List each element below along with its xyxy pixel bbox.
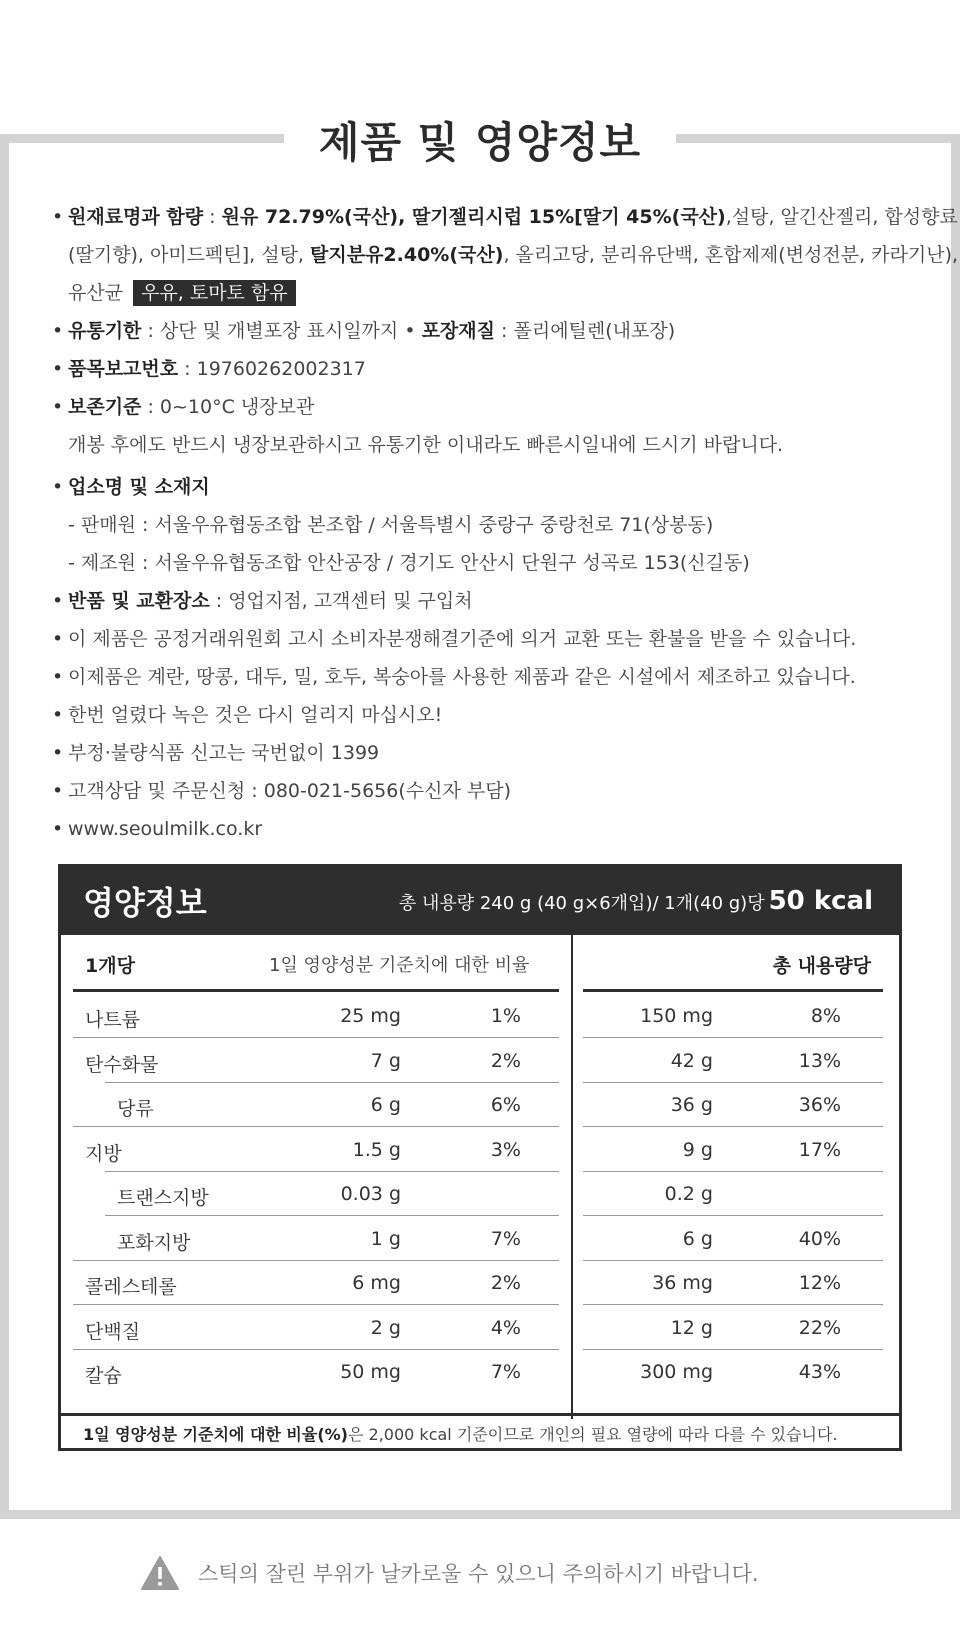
total-amount: 9 g: [682, 1138, 713, 1161]
storage-value: : 0~10°C 냉장보관: [141, 396, 315, 418]
per-unit-percent: 6%: [490, 1094, 521, 1116]
ingredients-row-3: [52, 274, 922, 312]
per-unit-amount: 7 g: [370, 1049, 401, 1072]
company-row: [52, 468, 922, 506]
total-percent: 40%: [798, 1227, 841, 1250]
ing2-segment-0: (딸기향), 아미드펙틴], 설탕,: [68, 244, 311, 266]
report-number-row: [52, 350, 922, 388]
total-amount: 6 g: [682, 1227, 713, 1250]
total-percent: 17%: [798, 1138, 841, 1161]
per-unit-amount: 0.03 g: [340, 1183, 401, 1205]
return-row: [52, 582, 922, 620]
package-value: : 폴리에틸렌(내포장): [495, 320, 676, 342]
nutrient-name: 지방: [85, 1142, 122, 1165]
nutrition-body: [61, 935, 899, 1419]
total-amount: 150 mg: [640, 1005, 713, 1027]
per-unit-percent: 7%: [490, 1227, 521, 1250]
total-amount: 42 g: [670, 1049, 713, 1072]
col-per-unit: 1개당: [85, 955, 135, 977]
report-label: 품목보고번호: [68, 358, 179, 380]
report-value: : 19760262002317: [178, 358, 366, 380]
allergen-badge: 우유, 토마토 함유: [133, 280, 296, 306]
nutrition-footnote: 1일 영양성분 기준치에 대한 비율(%)은 2,000 kcal 기준이므로 개인의 필요 열량에 따라 다를 수 있습니다.: [61, 1413, 899, 1448]
per-unit-percent: 1%: [490, 1005, 521, 1027]
storage-row: [52, 388, 922, 426]
ingredients-line3: 유산균: [68, 282, 124, 304]
shelf-label: 유통기한: [68, 320, 142, 342]
notice-report: • 부정·불량식품 신고는 국번없이 1399: [52, 734, 922, 772]
ingredients-row: • 원재료명과 함량 : 원유 72.79%(국산), 딸기젤리시럽 15%[딸기 45%(국산),설탕, 알긴산젤리, 합성향료: [52, 198, 922, 236]
nutrient-row: [61, 1348, 899, 1394]
contact-row: • 고객상담 및 주문신청 : 080-021-5656(수신자 부담): [52, 772, 922, 810]
nutrient-row: [61, 1304, 899, 1350]
kcal-value: 50 kcal: [768, 886, 873, 916]
nutrient-row: [61, 1037, 899, 1083]
total-percent: 22%: [798, 1316, 841, 1339]
per-unit-amount: 1 g: [370, 1227, 401, 1250]
per-unit-amount: 1.5 g: [352, 1138, 401, 1161]
seller-info: - 판매원 : 서울우유협동조합 본조합 / 서울특별시 중랑구 중랑천로 71(상봉동): [68, 514, 714, 536]
nutrient-name: 칼슘: [85, 1365, 122, 1387]
ingredients-label: 원재료명과 함량: [68, 206, 204, 228]
total-amount: 36 mg: [652, 1272, 713, 1294]
nutrition-header: [61, 867, 899, 935]
warning-text: 스틱의 잘린 부위가 날카로울 수 있으니 주의하시기 바랍니다.: [198, 1562, 759, 1586]
total-percent: 8%: [810, 1005, 841, 1027]
per-unit-amount: 2 g: [370, 1316, 401, 1339]
nutrient-name: 탄수화물: [85, 1053, 159, 1076]
page-title: 제품 및 영양정보: [318, 118, 642, 167]
per-unit-percent: 7%: [490, 1361, 521, 1383]
nutrient-row: [61, 1215, 899, 1261]
total-amount: 0.2 g: [664, 1183, 713, 1205]
per-unit-amount: 6 mg: [352, 1272, 401, 1294]
nutrient-name: 트랜스지방: [117, 1187, 209, 1209]
ing2-segment-2: , 올리고당, 분리유단백, 혼합제제(변성전분, 카라기난),: [503, 244, 959, 266]
product-info: [52, 198, 959, 848]
total-percent: 13%: [798, 1049, 841, 1072]
shelf-value: : 상단 및 개별포장 표시일까지: [141, 320, 399, 342]
nutrition-summary: 총 내용량 240 g (40 g×6개입)/ 1개(40 g)당 50 kcal: [398, 886, 873, 916]
col-total: 총 내용량당: [772, 955, 871, 977]
notice-allergen-facility: • 이제품은 계란, 땅콩, 대두, 밀, 호두, 복숭아를 사용한 제품과 같은 시설에서 제조하고 있습니다.: [52, 658, 922, 696]
per-unit-amount: 25 mg: [340, 1005, 401, 1027]
notice-refreeze: • 한번 얼렸다 녹은 것은 다시 얼리지 마십시오!: [52, 696, 922, 734]
company-label: 업소명 및 소재지: [68, 476, 210, 498]
shelf-life-row: • 유통기한 : 상단 및 개별포장 표시일까지 • 포장재질 : 폴리에틸렌(내포장): [52, 312, 922, 350]
ing2-segment-1: 탈지분유2.40%(국산): [310, 244, 504, 266]
nutrition-table: [58, 864, 902, 1451]
total-amount: 36 g: [670, 1094, 713, 1116]
ingredients-line1: [222, 206, 958, 228]
nutrient-name: 포화지방: [117, 1231, 191, 1254]
total-percent: 36%: [798, 1094, 841, 1116]
package-label: 포장재질: [421, 320, 495, 342]
total-percent: 43%: [798, 1361, 841, 1383]
nutrient-name: 단백질: [85, 1320, 141, 1343]
nutrient-name: 콜레스테롤: [85, 1276, 177, 1298]
nutrient-row: [61, 992, 899, 1038]
ing1-segment-1: ,설탕, 알긴산젤리, 합성향료: [725, 206, 958, 228]
warning-triangle-icon: [140, 1555, 180, 1591]
ing1-segment-0: 원유 72.79%(국산), 딸기젤리시럽 15%[딸기 45%(국산): [221, 206, 726, 228]
warning-notice: [140, 1553, 759, 1593]
frame-top-right-border: [676, 134, 960, 143]
per-unit-percent: 2%: [490, 1272, 521, 1294]
column-header: [61, 935, 899, 989]
per-unit-percent: 3%: [490, 1138, 521, 1161]
nutrient-row: [61, 1170, 899, 1216]
nutrition-title: 영양정보: [83, 884, 207, 922]
ingredients-row-2: [52, 236, 959, 274]
maker-info: - 제조원 : 서울우유협동조합 안산공장 / 경기도 안산시 단원구 성곡로 153(신길동): [68, 552, 750, 574]
total-percent: 12%: [798, 1272, 841, 1294]
nutrient-row: [61, 1259, 899, 1305]
ingredients-line2: [68, 244, 958, 266]
nutrient-row: [61, 1126, 899, 1172]
storage-note: 개봉 후에도 반드시 냉장보관하시고 유통기한 이내라도 빠른시일내에 드시기 바랍니다.: [68, 434, 784, 456]
per-unit-amount: 50 mg: [340, 1361, 401, 1383]
nutrient-row: [61, 1081, 899, 1127]
col-ratio: 1일 영양성분 기준치에 대한 비율: [269, 955, 530, 976]
per-unit-amount: 6 g: [370, 1094, 401, 1116]
per-unit-percent: 4%: [490, 1316, 521, 1339]
notice-refund: • 이 제품은 공정거래위원회 고시 소비자분쟁해결기준에 의거 교환 또는 환불을 받을 수 있습니다.: [52, 620, 922, 658]
per-unit-percent: 2%: [490, 1049, 521, 1072]
return-label: 반품 및 교환장소: [68, 590, 210, 612]
website-link[interactable]: • www.seoulmilk.co.kr: [52, 810, 922, 848]
total-amount: 300 mg: [640, 1361, 713, 1383]
nutrient-name: 나트륨: [85, 1009, 141, 1031]
frame-top-left-border: [0, 134, 284, 143]
storage-label: 보존기준: [68, 396, 142, 418]
return-value: : 영업지점, 고객센터 및 구입처: [209, 590, 473, 612]
nutrient-name: 당류: [117, 1098, 154, 1120]
total-amount: 12 g: [670, 1316, 713, 1339]
